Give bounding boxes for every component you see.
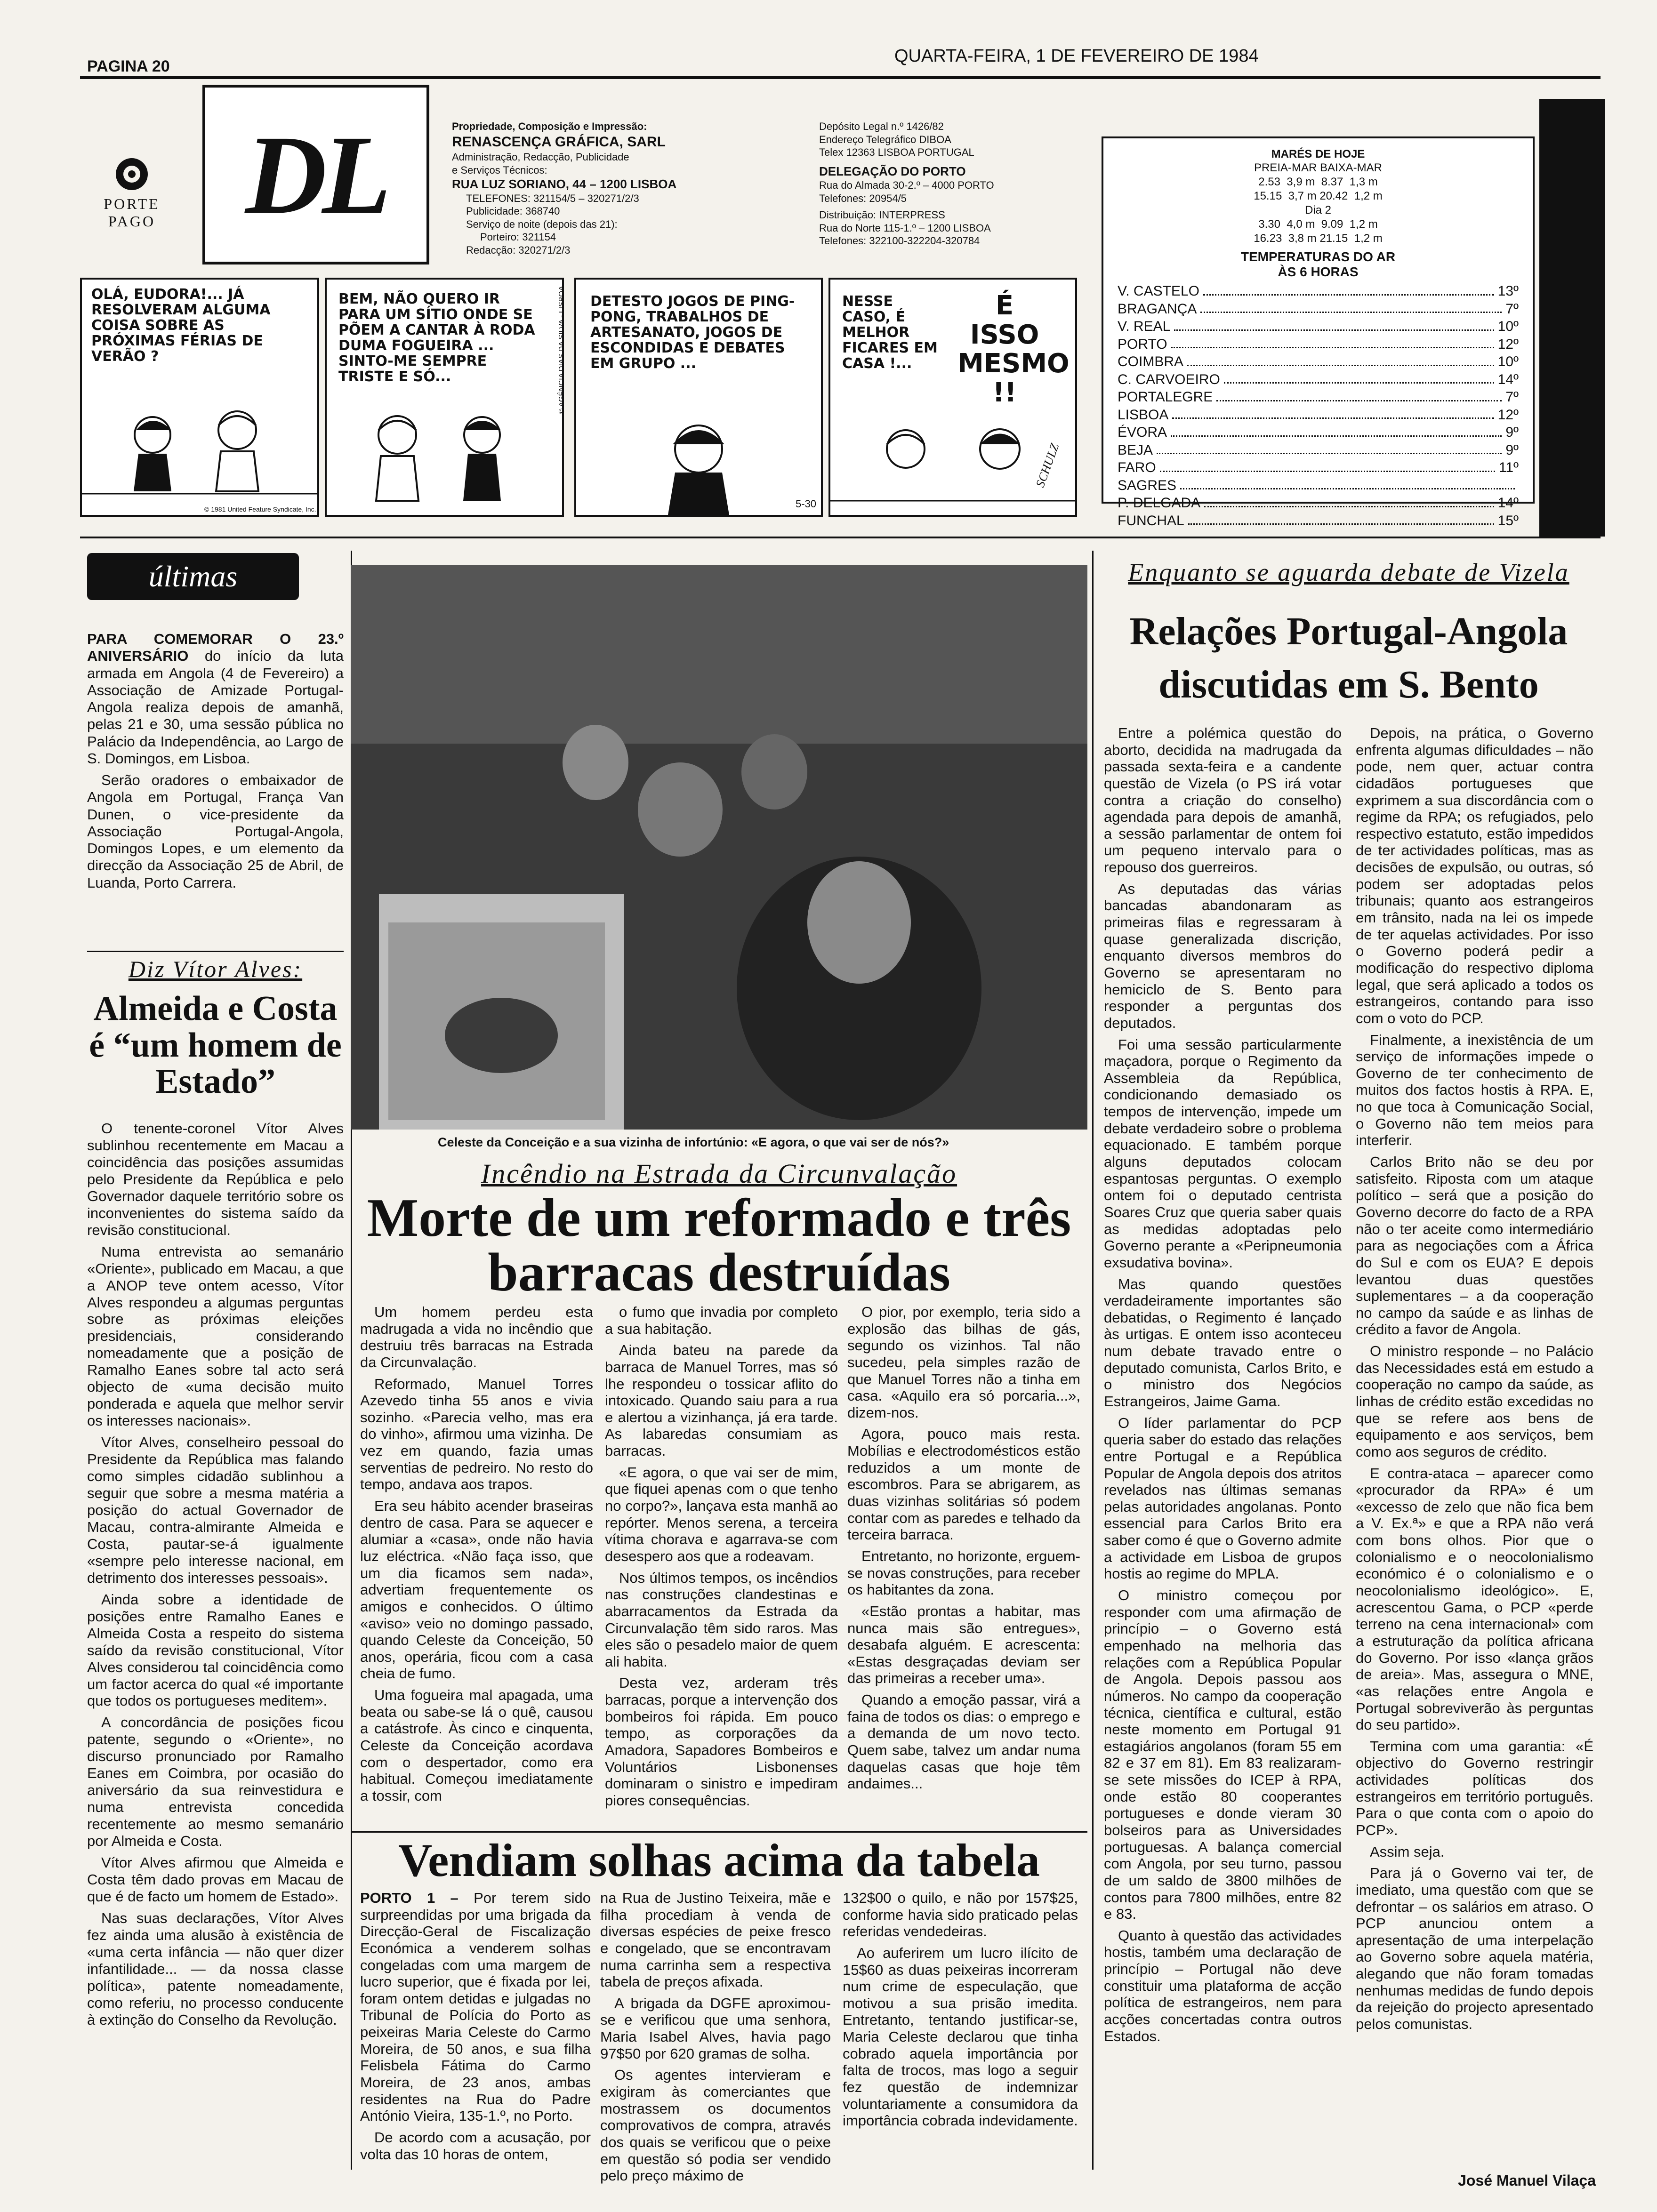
temp-row: FARO 11º bbox=[1118, 460, 1519, 475]
imprint-line: Rua do Norte 115-1.º – 1200 LISBOA bbox=[819, 222, 991, 234]
angola-kicker: Enquanto se aguarda debate de Vizela bbox=[1128, 558, 1569, 586]
imprint-line: Endereço Telegráfico DIBOA bbox=[819, 133, 951, 145]
ultimas-text bbox=[87, 631, 344, 896]
page-number: PAGINA 20 bbox=[87, 57, 170, 75]
angola-paragraph: Depois, na prática, o Governo enfrenta algumas dificuldades – não pode, nem quer, actuar contra cidadãos portugueses que exprimem a sua discordância com o regime da RPA; os refugiados, pelo respectivo estatuto, estão impedidos de ter actividades políticas, mas as decisões de expulsão, ou outras, só podem ser adoptadas pelos tribunais; quanto aos estrangeiros em trânsito, nada na lei os impede de ter aquelas actividades. Por isso o Governo poderá pedir a modificação do respectivo diploma legal, que será aplicado a todos os estrangeiros, contando para isso com o voto do PCP. bbox=[1356, 725, 1593, 1026]
peppermint-patty-figure bbox=[82, 280, 317, 515]
corner-black-block bbox=[1539, 99, 1605, 537]
fire-kicker: Incêndio na Estrada da Circunvalação bbox=[481, 1158, 957, 1189]
temp-row: SAGRES bbox=[1118, 477, 1519, 495]
comic-panel-3 bbox=[574, 278, 823, 517]
angola-paragraph: Quanto à questão das actividades hostis, também uma declaração de princípio – Portugal não deve constituir uma plataforma de acção política de estrangeiros, nem para acções concertadas contra outros Estados. bbox=[1104, 1927, 1342, 2044]
temp-row: V. REAL 10º bbox=[1118, 319, 1519, 334]
temp-row: P. DELGADA 14º bbox=[1118, 495, 1519, 511]
imprint-line: Telefones: 322100-322204-320784 bbox=[819, 235, 980, 247]
top-rule bbox=[80, 76, 1601, 79]
fire-column-3 bbox=[847, 1304, 1080, 1797]
ultimas-paragraph: Serão oradores o embaixador de Angola em Portugal, França Van Dunen, o vice-presidente da Associação Portugal-Angola, Domingos Lopes, e um elemento da direcção da Associação 25 de Abril, de Luanda, Porto Carrera. bbox=[87, 772, 344, 891]
fire-column-1 bbox=[360, 1304, 593, 1809]
solhas-dateline: PORTO 1 – bbox=[360, 1890, 458, 1906]
angola-byline: José Manuel Vilaça bbox=[1458, 2172, 1596, 2189]
imprint-line: Administração, Redacção, Publicidade bbox=[452, 151, 629, 163]
alves-paragraph: Nas suas declarações, Vítor Alves fez ainda uma alusão à existência de «uma certa infância — não quer dizer infantilidade... — da nossa classe política», patente nomeadamente, como referiu, no processo conducente à extinção do Conselho da Revolução. bbox=[87, 1909, 344, 2028]
solhas-headline: Vendiam solhas acima da tabela bbox=[398, 1834, 1040, 1886]
angola-paragraph: Termina com uma garantia: «É objectivo do Governo restringir actividades políticas dos estrangeiros em território português. Para o que conta com o apoio do PCP». bbox=[1356, 1738, 1593, 1838]
fire-victims-photo bbox=[351, 565, 1087, 1130]
fire-paragraph: Desta vez, arderam três barracas, porque a intervenção dos bombeiros foi rápida. Em pouco tempo, as corporações da Amadora, Sapadores Bombeiros e Voluntários Lisbonenses dominaram o sinistro e impediram piores consequências. bbox=[605, 1675, 838, 1809]
imprint-line: e Serviços Técnicos: bbox=[452, 164, 547, 176]
angola-column-2 bbox=[1356, 725, 1593, 2037]
angola-paragraph: Carlos Brito não se deu por satisfeito. Riposta com um ataque político – será que a posição do Governo decorre do facto de a RPA não o ter aceite como intermediário para as negociações com a África do Sul e com os EUA? E depois levantou duas questões suplementares – a da cooperação no campo da saúde e as linhas de crédito a favor de Angola. bbox=[1356, 1154, 1593, 1338]
solhas-paragraph: Por terem sido surpreendidas por uma brigada da Direcção-Geral de Fiscalização Económica a venderem solhas congeladas com uma margem de lucro superior, que é fixada por lei, foram ontem detidas e julgadas no Tribunal de Polícia do Porto as peixeiras Maria Celeste do Carmo Moreira, de 50 anos, e sua filha Felisbela Fátima do Carmo Moreira, de 23 anos, ambas residentes na Rua do Padre António Vieira, 135-1.º, no Porto. bbox=[360, 1890, 591, 2124]
comic-speech: NESSE CASO, É MELHOR FICARES EM CASA !... bbox=[842, 293, 938, 372]
fire-paragraph: Era seu hábito acender braseiras dentro de casa. Para se aquecer e alumiar a «casa», onde não havia luz eléctrica. «Não faça isso, que um dia ficamos sem nada», advertiam frequentemente os amigos e conhecidos. O último «aviso» veio no domingo passado, quando Celeste da Conceição, 50 anos, operária, ficou com a casa cheia de fumo. bbox=[360, 1498, 593, 1682]
comic-agency-credit: © AGÊNCIA DIAS DA SILVA - LISBOA bbox=[558, 286, 566, 414]
alves-paragraph: O tenente-coronel Vítor Alves sublinhou recentemente em Macau a coincidência das posições assumidas pelo Presidente da República e pelo Governador daquele território sobre os inconvenientes do sistema saído da revisão constitucional. bbox=[87, 1120, 344, 1238]
masthead-logo bbox=[202, 85, 429, 264]
fire-paragraph: Reformado, Manuel Torres Azevedo tinha 55 anos e vivia sozinho. «Parecia velho, mas era do vinho», afirmou uma vizinha. De vez em quando, fazia umas serventias de pedreiro. No resto do tempo, andava aos trapos. bbox=[360, 1375, 593, 1493]
ultimas-paragraph: do início da luta armada em Angola (4 de Fevereiro) a Associação de Amizade Portugal-Angola realiza depois de amanhã, pelas 21 e 30, uma sessão pública no Palácio da Independência, ao Largo de S. Domingos, em Lisboa. bbox=[87, 648, 344, 767]
comic-panel-1 bbox=[80, 278, 319, 517]
porte-pago-block bbox=[94, 155, 169, 230]
angola-paragraph: As deputadas das várias bancadas abandonaram as primeiras filas e regressaram à quase generalizada discrição, enquanto diversos membros do Governo se apresentaram no hemiciclo de S. Bento para responder a perguntas dos deputados. bbox=[1104, 880, 1342, 1031]
fire-bottom-rule bbox=[351, 1831, 1087, 1833]
solhas-paragraph: De acordo com a acusação, por volta das 10 horas de ontem, bbox=[360, 2129, 591, 2163]
ultimas-label: últimas bbox=[87, 553, 299, 600]
weather-box bbox=[1102, 136, 1535, 529]
temp-row: ÉVORA 9º bbox=[1118, 425, 1519, 440]
angola-paragraph: Assim seja. bbox=[1370, 1843, 1445, 1860]
solhas-paragraph: Os agentes intervieram e exigiram às comerciantes que mostrassem os documentos comprovativos de compra, através dos quais se verificou que o peixe em questão só podia ser vendido pelo preço máximo de bbox=[600, 2067, 831, 2184]
comic-code: 5-30 bbox=[795, 498, 816, 510]
solhas-paragraph: 132$00 o quilo, e não por 157$25, conforme havia sido praticado pelas referidas vendedeiras. bbox=[843, 1890, 1078, 1940]
fire-paragraph: O pior, por exemplo, teria sido a explosão das bilhas de gás, segundo os vizinhos. Tal não sucedeu, pela simples razão de que Manuel Torres não a tinha em casa. «Aquilo era só porcaria...», dizem-nos. bbox=[847, 1304, 1080, 1421]
alves-paragraph: Numa entrevista ao semanário «Oriente», publicado em Macau, a que a ANOP teve ontem acesso, Vítor Alves respondeu a algumas perguntas sobre as próximas eleições presidenciais, considerando nomeadamente que a posição de Ramalho Eanes sobre tal acto será objecto de «uma decisão muito ponderada e aquela que melhor servir os interesses nacionais». bbox=[87, 1243, 344, 1429]
imprint-line: Redacção: 320271/2/3 bbox=[466, 244, 571, 256]
alves-paragraph: Ainda sobre a identidade de posições entre Ramalho Eanes e Almeida Costa a respeito do sistema saído da revisão constitucional, Vítor Alves considerou tal coincidência como um factor acerca do qual «é importante que todos os portugueses meditem». bbox=[87, 1591, 344, 1709]
imprint-line: Distribuição: INTERPRESS bbox=[819, 209, 945, 221]
comic-signature: SCHULZ bbox=[1033, 441, 1062, 489]
comic-speech: OLÁ, EUDORA!... JÁ RESOLVERAM ALGUMA COISA SOBRE AS PRÓXIMAS FÉRIAS DE VERÃO ? bbox=[91, 286, 271, 365]
temp-row: COIMBRA 10º bbox=[1118, 354, 1519, 369]
temperature-list bbox=[1118, 282, 1519, 529]
imprint-left bbox=[452, 120, 781, 256]
alves-kicker: Diz Vítor Alves: bbox=[128, 956, 303, 982]
angola-paragraph: Foi uma sessão particularmente maçadora, porque o Regimento da Assembleia da República, condicionando demasiado os tempos de intervenção, impede um debate verdadeiro sobre o problema equacionado. E também porque alguns deputados colocam espantosas perguntas. O exemplo ontem foi o deputado centrista Soares Cruz que queria saber quais as medidas adoptadas pelo Governo perante a «Peripneumonia exsudativa bovina». bbox=[1104, 1036, 1342, 1271]
solhas-column-3 bbox=[843, 1890, 1078, 2134]
fire-paragraph: Agora, pouco mais resta. Mobílias e electrodomésticos estão reduzidos a um monte de escombros. Para se abrigarem, as duas vizinhas solitárias só podem contar com as paredes e telhado da terceira barraca. bbox=[847, 1426, 1080, 1543]
angola-paragraph: E contra-ataca – aparecer como «procurador da RPA» é um «excesso de zelo que não fica bem a V. Ex.ª» e que a RPA não verá com bons olhos. Pior que o colonialismo e o neocolonialismo económico é o colonialismo e o neocolonialismo ideológico». E, acrescentou Gama, o PCP «perde terreno na cena internacional» com a estruturação da política africana do Governo. Por isso «lança grãos de areia». Mas, assegura o MNE, «as relações entre Angola e Portugal sobreviverão às perguntas do seu partido». bbox=[1356, 1465, 1593, 1733]
tide-line: 3.30 4,0 m 9.09 1,2 m bbox=[1258, 218, 1378, 231]
tides-subtitle: PREIA-MAR BAIXA-MAR bbox=[1254, 161, 1383, 174]
fire-photo bbox=[351, 565, 1087, 1130]
temp-row: PORTO 12º bbox=[1118, 336, 1519, 352]
angola-paragraph: O ministro começou por responder com uma afirmação de princípio – o Governo está empenhado na melhoria das relações com a República Popular de Angola. Depois passou aos números. No campo da cooperação técnica, científica e cultural, estão neste momento em Portugal 91 estagiários angolanos (foram 55 em 82 e 37 em 81). Em 83 realizaram-se sete missões do ICEP à RPA, onde estão 80 cooperantes portugueses e donde vieram 30 bolseiros para as Universidades portuguesas. A balança comercial com Angola, por seu turno, passou de um saldo de 3800 milhões de contos para 7800 milhões, entre 82 e 83. bbox=[1104, 1587, 1342, 1923]
fire-paragraph: Entretanto, no horizonte, erguem-se novas construções, para receber os habitantes da zona. bbox=[847, 1547, 1080, 1598]
imprint-address: RUA LUZ SORIANO, 44 – 1200 LISBOA bbox=[452, 177, 677, 191]
fire-paragraph: Nos últimos tempos, os incêndios nas construções clandestinas e abarracamentos da Estrada da Circunvalação têm sido raros. Mas eles são o pesadelo maior de quem ali habita. bbox=[605, 1569, 838, 1670]
fire-paragraph: «E agora, o que vai ser de mim, que fiquei apenas com o que tenho no corpo?», lançava esta manhã ao repórter. Menos serena, a terceira vítima chorava e agarrava-se com desespero aos que a rodeavam. bbox=[605, 1464, 838, 1564]
pago-label: PAGO bbox=[108, 213, 156, 230]
alves-paragraph: Vítor Alves, conselheiro pessoal do Presidente da República mas falando como simples cidadão sublinhou a seguir que sobre a mesma matéria a posição do actual Governador de Macau, contra-almirante Almeida e Costa, pautar-se-á igualmente «sempre pelo interesse nacional, em detrimento dos interesses pessoais». bbox=[87, 1434, 344, 1586]
logo-text: DL bbox=[245, 112, 386, 237]
imprint-line: Publicidade: 368740 bbox=[466, 205, 560, 217]
angola-paragraph: O ministro responde – no Palácio das Necessidades está em estudo a cooperação no campo da saúde, as linhas de crédito estão excedidas no que se refere aos bens de equipamento e aos serviços, bem como aos seguros de crédito. bbox=[1356, 1343, 1593, 1460]
angola-paragraph: O líder parlamentar do PCP queria saber do estado das relações entre Portugal e a República Popular de Angola depois dos atritos revelados nas últimas semanas pelas autoridades angolanas. Ponto essencial para Carlos Brito era saber como é que o Governo admite a actividade em Lisboa de grupos hostis ao regime do MPLA. bbox=[1104, 1414, 1342, 1582]
angola-paragraph: Para já o Governo vai ter, de imediato, uma questão com que se defrontar – os salários em atraso. O PCP anunciou ontem a apresentação de uma interpelação ao Governo sobre aquela matéria, alegando que não foram tomadas nenhumas medidas de fundo depois da rejeição do projecto apresentado pelos comunistas. bbox=[1356, 1865, 1593, 2033]
solhas-paragraph: na Rua de Justino Teixeira, mãe e filha procediam à venda de diversas espécies de peixe fresco e congelado, que se encontravam numa carrinha sem a respectiva tabela de preços afixada. bbox=[600, 1890, 831, 1990]
tides-title: MARÉS DE HOJE bbox=[1271, 148, 1365, 160]
imprint-line: Serviço de noite (depois das 21): bbox=[466, 218, 618, 230]
imprint-right bbox=[819, 120, 1102, 248]
fire-paragraph: Uma fogueira mal apagada, uma beata ou sabe-se lá o quê, causou a catástrofe. Às cinco e cinquenta, Celeste da Conceição acordava com o despertador, como era habitual. Começou imediatamente a tossir, com bbox=[360, 1687, 593, 1804]
imprint-line: Telefones: 20954/5 bbox=[819, 192, 907, 204]
angola-headline: Relações Portugal-Angola discutidas em S. Bento bbox=[1129, 609, 1568, 707]
photo-caption: Celeste da Conceição e a sua vizinha de infortúnio: «E agora, o que vai ser de nós?» bbox=[438, 1135, 949, 1149]
tide-line: 16.23 3,8 m 21.15 1,2 m bbox=[1254, 232, 1383, 245]
character-figure bbox=[576, 280, 821, 515]
column-divider bbox=[1092, 551, 1094, 2170]
temp-row: LISBOA 12º bbox=[1118, 407, 1519, 423]
emblem-icon bbox=[113, 155, 151, 193]
fire-headline: Morte de um reformado e três barracas destruídas bbox=[367, 1188, 1071, 1303]
imprint-line: Telex 12363 LISBOA PORTUGAL bbox=[819, 146, 974, 158]
temperatures-title: TEMPERATURAS DO AR bbox=[1240, 249, 1396, 264]
temp-row: BRAGANÇA 7º bbox=[1118, 301, 1519, 317]
temp-row: C. CARVOEIRO 14º bbox=[1118, 371, 1519, 387]
imprint-line: Propriedade, Composição e Impressão: bbox=[452, 120, 647, 132]
marcie-figure bbox=[327, 280, 562, 515]
comic-panel-4 bbox=[828, 278, 1077, 517]
comic-panel-2 bbox=[325, 278, 564, 517]
tide-line: Dia 2 bbox=[1304, 204, 1332, 216]
comic-copyright: © 1981 United Feature Syndicate, Inc. bbox=[204, 505, 316, 513]
fire-paragraph: Ainda bateu na parede da barraca de Manuel Torres, mas só lhe respondeu o tossicar aflito do intoxicado. Quando saiu para a rua e alertou a vizinhança, já era tarde. As labaredas consumiam as barracas. bbox=[605, 1342, 838, 1459]
imprint-line: Porteiro: 321154 bbox=[480, 231, 556, 243]
alves-text bbox=[87, 1120, 344, 2033]
alves-headline: Almeida e Costa é “um homem de Estado” bbox=[89, 989, 342, 1101]
ultimas-bottom-rule bbox=[87, 951, 344, 952]
fire-paragraph: Quando a emoção passar, virá a faina de todos os dias: o emprego e a demanda de um novo tecto. Quem sabe, talvez um andar numa daquelas casas que hoje têm andaimes... bbox=[847, 1691, 1080, 1792]
ultimas-lead: PARA COMEMORAR O 23.º ANIVERSÁRIO bbox=[87, 631, 344, 665]
temp-row: PORTALEGRE 7º bbox=[1118, 389, 1519, 405]
porte-label: PORTE bbox=[104, 195, 160, 212]
angola-paragraph: Entre a polémica questão do aborto, decidida na madrugada da passada sexta-feira e a candente questão de Vizela (o PS irá votar contra a criação do conselho) agendada para depois de amanhã, a sessão parlamentar de ontem foi um pequeno intervalo para o repouso dos guerreiros. bbox=[1104, 725, 1342, 876]
fire-column-2 bbox=[605, 1304, 838, 1814]
comic-speech: DETESTO JOGOS DE PING-PONG, TRABALHOS DE ARTESANATO, JOGOS DE ESCONDIDAS E DEBATES EM GRUPO ... bbox=[590, 293, 795, 372]
fire-paragraph: «Estão prontas a habitar, mas nunca mais são entregues», desabafa alguém. E acrescenta: «Estas desgraçadas deviam ser das primeiras a receber uma». bbox=[847, 1603, 1080, 1687]
angola-paragraph: Mas quando questões verdadeiramente importantes são debatidas, o Regimento é lançado às urtigas. E ontem isso aconteceu num debate travado entre o deputado comunista, Carlos Brito, e o ministro dos Negócios Estrangeiros, Jaime Gama. bbox=[1104, 1275, 1342, 1410]
comic-exclamation: É ISSO MESMO !! bbox=[957, 290, 1070, 408]
temperatures-subtitle: ÀS 6 HORAS bbox=[1278, 264, 1359, 279]
angola-paragraph: Finalmente, a inexistência de um serviço de informações impede o Governo de ter conhecimento de muitos dos factos hostis à RPA. E, no que toca à Comunicação Social, o Governo não tem meios para interferir. bbox=[1356, 1031, 1593, 1149]
solhas-paragraph: A brigada da DGFE aproximou-se e verificou que uma senhora, Maria Isabel Alves, havia pago 97$50 por 620 gramas de solha. bbox=[600, 1995, 831, 2062]
solhas-column-1 bbox=[360, 1890, 591, 2167]
tide-line: 2.53 3,9 m 8.37 1,3 m bbox=[1258, 176, 1378, 188]
imprint-company: RENASCENÇA GRÁFICA, SARL bbox=[452, 134, 666, 150]
imprint-line: Depósito Legal n.º 1426/82 bbox=[819, 120, 944, 132]
imprint-line: TELEFONES: 321154/5 – 320271/2/3 bbox=[466, 192, 639, 204]
alves-paragraph: A concordância de posições ficou patente, segundo o «Oriente», no discurso pronunciado por Ramalho Eanes em Coimbra, por ocasião do aniversário da sua reinvestidura e numa entrevista concedida recentemente ao mesmo semanário por Almeida e Costa. bbox=[87, 1714, 344, 1850]
temp-row: V. CASTELO 13º bbox=[1118, 283, 1519, 299]
alves-paragraph: Vítor Alves afirmou que Almeida e Costa têm dado provas em Macau de que é de facto um homem de Estado». bbox=[87, 1854, 344, 1905]
temp-row: FUNCHAL 15º bbox=[1118, 513, 1519, 529]
fire-paragraph: o fumo que invadia por completo a sua habitação. bbox=[605, 1304, 838, 1337]
solhas-paragraph: Ao auferirem um lucro ilícito de 15$60 as duas peixeiras incorreram num crime de especulação, que motivou a sua prisão imedita. Entretanto, tentando justificar-se, Maria Celeste declarou que tinha cobrado aquela importância por falta de trocos, mas logo a seguir fez questão de indemnizar voluntariamente a consumidora da importância cobrada indevidamente. bbox=[843, 1944, 1078, 2129]
imprint-line: Rua do Almada 30-2.º – 4000 PORTO bbox=[819, 179, 994, 191]
temp-row: BEJA 9º bbox=[1118, 442, 1519, 458]
tide-line: 15.15 3,7 m 20.42 1,2 m bbox=[1254, 190, 1383, 202]
imprint-line: DELEGAÇÃO DO PORTO bbox=[819, 164, 966, 178]
solhas-column-2 bbox=[600, 1890, 831, 2189]
comic-speech: BEM, NÃO QUERO IR PARA UM SÍTIO ONDE SE PÕEM A CANTAR À RODA DUMA FOGUEIRA ... SINTO-ME SEMPRE TRISTE E SÓ... bbox=[338, 291, 535, 385]
section-rule bbox=[80, 537, 1601, 538]
angola-column-1 bbox=[1104, 725, 1342, 2049]
fire-paragraph: Um homem perdeu esta madrugada a vida no incêndio que destruiu três barracas na Estrada da Circunvalação. bbox=[360, 1304, 593, 1370]
issue-date: QUARTA-FEIRA, 1 DE FEVEREIRO DE 1984 bbox=[894, 46, 1259, 66]
